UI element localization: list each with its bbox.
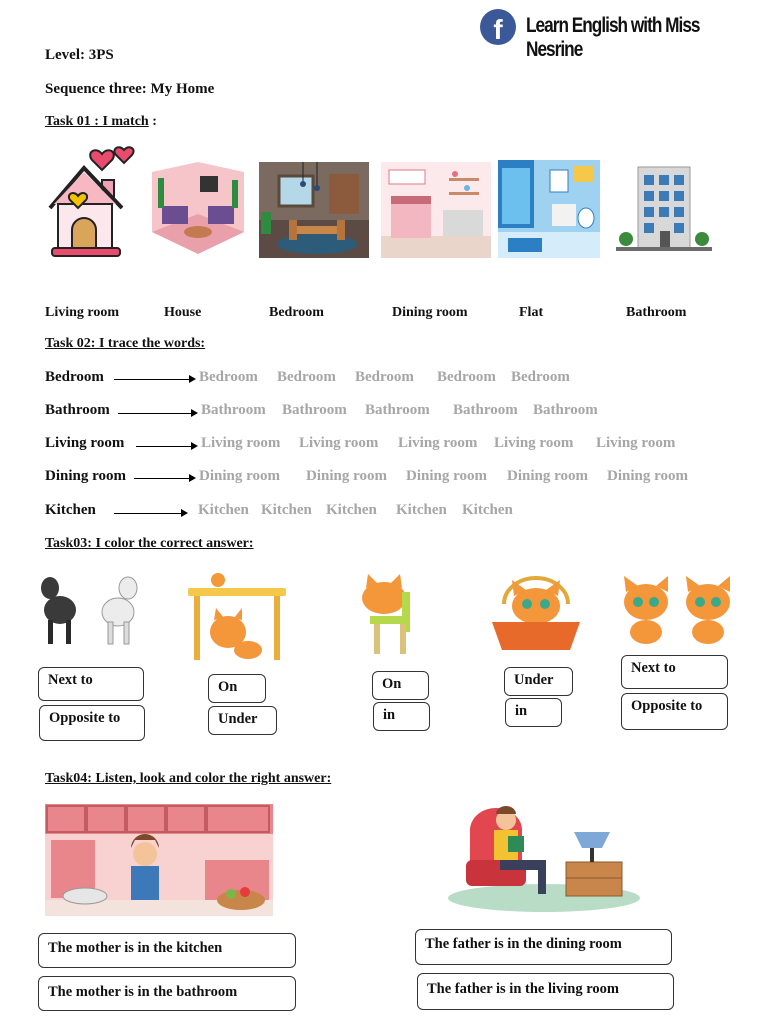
task2-title: Task 02: I trace the words: <box>45 336 206 351</box>
trace-text[interactable]: Bedroom <box>277 369 336 385</box>
brand-title: Learn English with Miss Nesrine <box>526 14 700 61</box>
trace-word: Dining room <box>45 468 126 484</box>
cat-on-chair-image <box>354 572 438 658</box>
trace-text[interactable]: Living room <box>201 435 281 451</box>
answer-mother-kitchen[interactable]: The mother is in the kitchen <box>38 933 296 968</box>
answer-opposite-to[interactable]: Opposite to <box>621 693 728 730</box>
living-room-image <box>152 162 244 258</box>
trace-text[interactable]: Bathroom <box>201 402 266 418</box>
answer-next-to[interactable]: Next to <box>621 655 728 689</box>
bathroom-image <box>498 160 600 258</box>
trace-word: Bedroom <box>45 369 104 385</box>
two-cats-image <box>612 572 742 646</box>
trace-text[interactable]: Bathroom <box>365 402 430 418</box>
arrow-icon <box>134 478 194 479</box>
trace-word: Bathroom <box>45 402 110 418</box>
task3-title: Task03: I color the correct answer: <box>45 536 254 551</box>
cat-in-basket-image <box>486 574 584 656</box>
facebook-icon: f <box>480 9 516 45</box>
arrow-icon <box>114 513 186 514</box>
trace-text[interactable]: Living room <box>299 435 379 451</box>
trace-text[interactable]: Living room <box>596 435 676 451</box>
trace-text[interactable]: Kitchen <box>326 502 377 518</box>
answer-in[interactable]: in <box>373 702 430 731</box>
answer-father-dining-room[interactable]: The father is in the dining room <box>415 929 672 965</box>
kitchen-mother-image <box>45 804 273 916</box>
trace-text[interactable]: Bathroom <box>282 402 347 418</box>
trace-word: Kitchen <box>45 502 96 518</box>
bedroom-image <box>381 162 491 258</box>
level-label: Level: 3PS <box>45 47 114 63</box>
answer-mother-bathroom[interactable]: The mother is in the bathroom <box>38 976 296 1011</box>
arrow-icon <box>114 379 194 380</box>
trace-text[interactable]: Kitchen <box>198 502 249 518</box>
sequence-label: Sequence three: My Home <box>45 81 215 97</box>
answer-in[interactable]: in <box>505 698 562 727</box>
trace-text[interactable]: Bedroom <box>437 369 496 385</box>
match-label-bathroom: Bathroom <box>626 305 687 320</box>
task1-title-colon: : <box>148 114 157 129</box>
answer-opposite-to[interactable]: Opposite to <box>39 705 145 741</box>
answer-under[interactable]: Under <box>208 706 277 735</box>
task1-title-text: Task 01 : I match <box>45 114 149 129</box>
trace-text[interactable]: Bathroom <box>533 402 598 418</box>
trace-text[interactable]: Living room <box>398 435 478 451</box>
trace-text[interactable]: Kitchen <box>396 502 447 518</box>
trace-text[interactable]: Kitchen <box>462 502 513 518</box>
cat-under-table-image <box>186 572 290 664</box>
flat-image <box>616 165 712 255</box>
trace-text[interactable]: Dining room <box>306 468 387 484</box>
trace-text[interactable]: Bedroom <box>511 369 570 385</box>
task1-title <box>45 114 157 130</box>
arrow-icon <box>118 413 196 414</box>
answer-on[interactable]: On <box>208 674 266 703</box>
dogs-image <box>38 570 142 648</box>
match-label-house: House <box>164 305 202 320</box>
trace-word: Living room <box>45 435 125 451</box>
trace-text[interactable]: Bedroom <box>199 369 258 385</box>
task4-title: Task04: Listen, look and color the right answer: <box>45 771 332 786</box>
match-label-bedroom: Bedroom <box>269 305 324 320</box>
trace-text[interactable]: Dining room <box>507 468 588 484</box>
match-label-flat: Flat <box>519 305 544 320</box>
match-label-living-room: Living room <box>45 305 120 320</box>
trace-text[interactable]: Dining room <box>199 468 280 484</box>
trace-text[interactable]: Kitchen <box>261 502 312 518</box>
trace-text[interactable]: Dining room <box>406 468 487 484</box>
dining-room-image <box>259 162 369 258</box>
answer-under[interactable]: Under <box>504 667 573 696</box>
trace-text[interactable]: Living room <box>494 435 574 451</box>
answer-father-living-room[interactable]: The father is in the living room <box>417 973 674 1010</box>
house-image <box>44 144 136 260</box>
trace-text[interactable]: Bedroom <box>355 369 414 385</box>
answer-on[interactable]: On <box>372 671 429 700</box>
father-reading-image <box>430 800 658 916</box>
answer-next-to[interactable]: Next to <box>38 667 144 701</box>
trace-text[interactable]: Bathroom <box>453 402 518 418</box>
match-label-dining-room: Dining room <box>392 305 468 320</box>
arrow-icon <box>136 446 196 447</box>
trace-text[interactable]: Dining room <box>607 468 688 484</box>
